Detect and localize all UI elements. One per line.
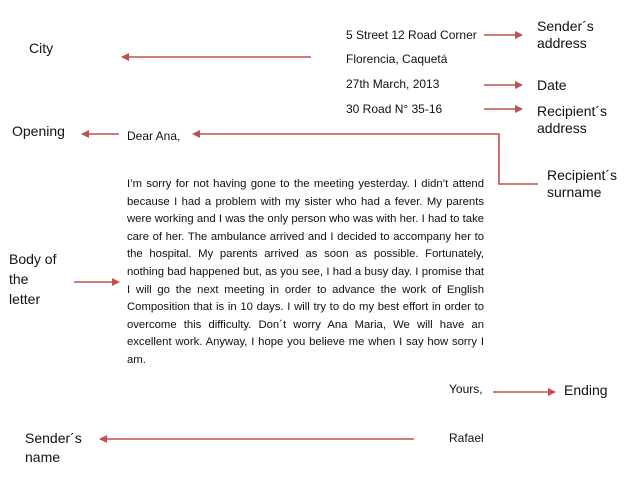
label-sender-name-line1: Sender´s	[25, 430, 82, 446]
label-opening: Opening	[12, 123, 65, 139]
label-sender-address-line1: Sender´s	[537, 18, 594, 34]
letter-signature: Rafael	[449, 431, 484, 445]
label-sender-address-line2: address	[537, 35, 587, 51]
letter-recipient-address: 30 Road N° 35-16	[346, 102, 443, 116]
label-body-line1: Body of	[9, 251, 57, 267]
label-date: Date	[537, 77, 567, 93]
arrow-recipient-surname	[193, 134, 538, 184]
label-recipient-surname-line1: Recipient´s	[547, 167, 618, 183]
letter-body-text: I’m sorry for not having gone to the meeting yesterday. I didn’t attend because I had a problem with my sister who had a fever. My parents were working and I was the only person who was with her. I had to take care of her. The ambulance arrived and I decided to accompany her to the hospital. My parents arrived as soon as possible. Fortunately, nothing bad happened but, as you see, I had a busy day. I promise that I will go the next meeting in order to advance the work of English Composition that is in 10 days. I will try to do my best effort in order to overcome this difficulty. Don´t worry Ana Maria, We will have an excellent work. Anyway, I hope you believe me when I say how sorry I am.	[127, 178, 484, 366]
label-recipient-address-line2: address	[537, 120, 587, 136]
label-body-line3: letter	[9, 291, 41, 307]
label-body-line2: the	[9, 271, 29, 287]
letter-closing: Yours,	[449, 382, 483, 396]
label-ending: Ending	[564, 382, 608, 398]
label-recipient-address-line1: Recipient´s	[537, 103, 608, 119]
label-recipient-surname-line2: surname	[547, 184, 602, 200]
label-sender-name-line2: name	[25, 449, 61, 465]
letter-address-line2: Florencia, Caquetá	[346, 52, 448, 66]
label-city: City	[29, 40, 54, 56]
letter-salutation: Dear Ana,	[127, 129, 181, 143]
letter-date: 27th March, 2013	[346, 77, 440, 91]
letter-address-line1: 5 Street 12 Road Corner	[346, 28, 477, 42]
